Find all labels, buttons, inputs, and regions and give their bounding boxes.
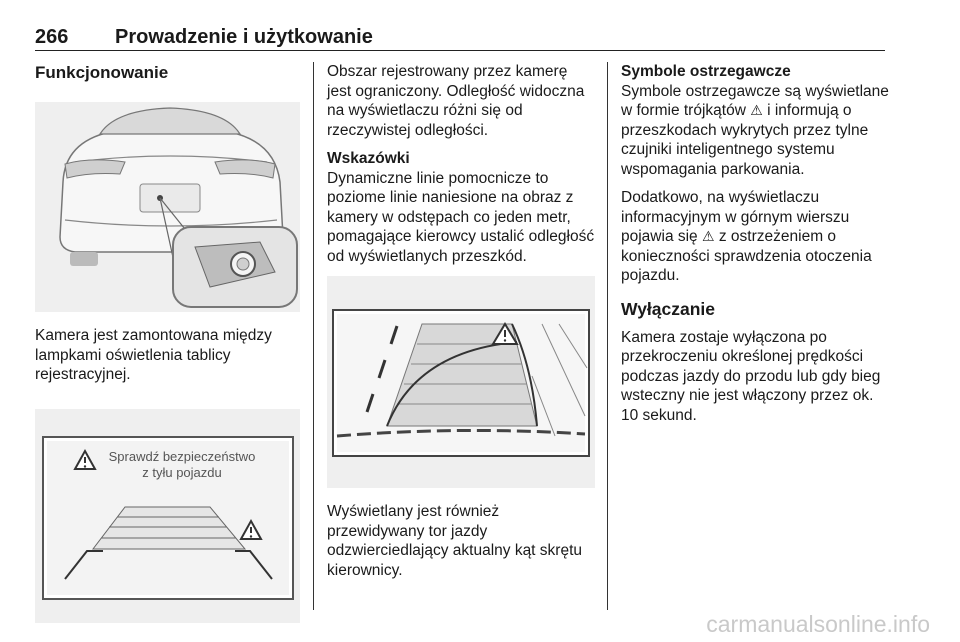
warning-triangle-icon: ⚠ [702,228,715,244]
warning-symbols-paragraph: Symbole ostrzegawcze są wyświetlane w formie trójkątów ⚠ i informują o przeszkodach wykrytych przez tylne czujniki inteligentnego systemu wspomagania parkowania. [621,82,889,178]
column-3 [621,62,891,434]
warning-symbols-heading: Symbole ostrzegawcze [621,63,791,80]
notes-heading: Wskazówki [327,150,410,167]
column-divider [313,62,314,610]
section-heading-switching-off: Wyłączanie [621,298,716,319]
column-1 [35,62,300,623]
dynamic-guidelines-illustration [327,276,595,488]
section-heading-operation: Funkcjonowanie [35,63,169,82]
rear-camera-display-illustration [35,409,300,623]
watermark: carmanualsonline.info [706,611,930,637]
column-divider [607,62,608,610]
warning-triangle-icon: ⚠ [750,102,763,118]
camera-location-caption: Kamera jest zamontowana między lampkami oświetlenia tablicy rejestracyjnej. [35,327,272,383]
column-2 [327,62,595,589]
display-warning-line-2: z tyłu pojazdu [142,464,222,480]
additional-warning-paragraph: Dodatkowo, na wyświetlaczu informacyjnym w górnym wierszu pojawia się ⚠ z ostrzeżeniem o konieczności sprawdzenia otoczenia pojazdu. [621,189,872,284]
notes-paragraph: Dynamiczne linie pomocnicze to poziome linie naniesione na obraz z kamery w odstępach co jeden metr, pomagające kierowcy ustalić odległość od wyświetlanych przeszkód. [327,169,595,265]
trajectory-paragraph: Wyświetlany jest również przewidywany tor jazdy odzwierciedlający aktualny kąt skrętu kierownicy. [327,503,583,579]
switching-off-paragraph: Kamera zostaje wyłączona po przekroczeniu określonej prędkości podczas jazdy do przodu lub gdy bieg wsteczny nie jest włączony przez ok. 10 sekund. [621,328,881,424]
page-header [35,26,885,51]
camera-range-paragraph: Obszar rejestrowany przez kamerę jest ograniczony. Odległość widoczna na wyświetlaczu różni się od rzeczywistej odległości. [327,63,585,139]
page-title: Prowadzenie i użytkowanie [115,26,373,48]
display-warning-message [87,449,277,481]
display-warning-line-1: Sprawdź bezpieczeństwo [108,448,256,464]
rear-camera-location-illustration [35,102,300,312]
page-number: 266 [35,26,69,48]
